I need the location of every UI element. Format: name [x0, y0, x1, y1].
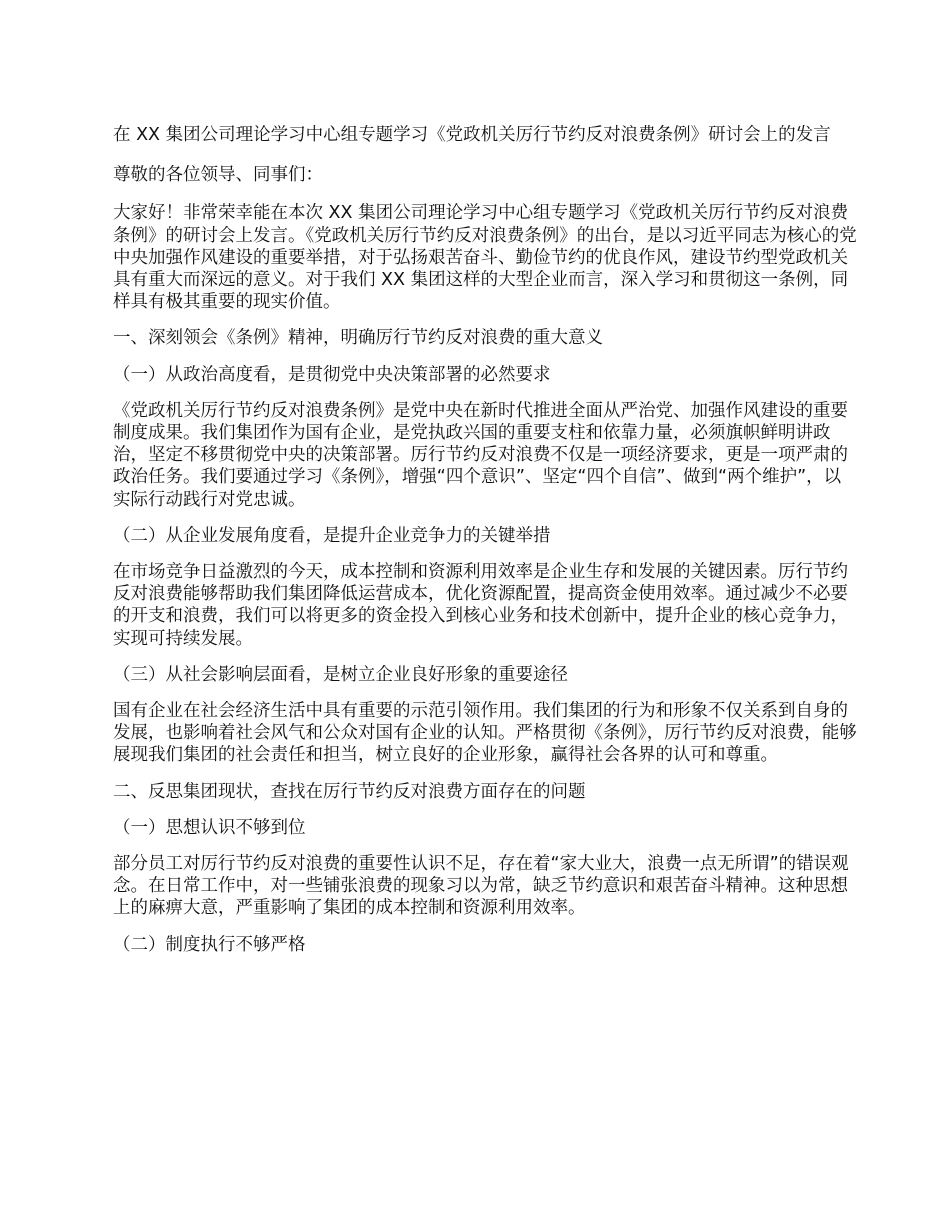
section-1-sub-3-paragraph: 国有企业在社会经济生活中具有重要的示范引领作用。我们集团的行为和形象不仅关系到自身的发展，也影响着社会风气和公众对国有企业的认知。严格贯彻《条例》，厉行节约反对浪费，能够展现我们集团的社会责任和担当，树立良好的企业形象，赢得社会各界的认可和尊重。: [113, 701, 857, 766]
section-2-sub-2-heading: （二）制度执行不够严格: [113, 934, 306, 955]
section-2-sub-1-heading: （一）思想认识不够到位: [113, 817, 306, 838]
greeting: 尊敬的各位领导、同事们：: [113, 165, 323, 186]
document-title: 在 XX 集团公司理论学习中心组专题学习《党政机关厉行节约反对浪费条例》研讨会上的发言: [113, 125, 831, 145]
section-1-sub-1-heading: （一）从政治高度看，是贯彻党中央决策部署的必然要求: [113, 364, 551, 385]
section-2-heading: 二、反思集团现状，查找在厉行节约反对浪费方面存在的问题: [113, 781, 586, 802]
intro-paragraph: 大家好！非常荣幸能在本次 XX 集团公司理论学习中心组专题学习《党政机关厉行节约反对浪费条例》的研讨会上发言。《党政机关厉行节约反对浪费条例》的出台，是以习近平同志为核心的党中央加强作风建设的重要举措，对于弘扬艰苦奋斗、勤俭节约的优良作风，建设节约型党政机关具有重大而深远的意义。对于我们 XX 集团这样的大型企业而言，深入学习和贯彻这一条例，同样具有极其重要的现实价值。: [113, 203, 857, 313]
section-2-sub-1-paragraph: 部分员工对厉行节约反对浪费的重要性认识不足，存在着“家大业大，浪费一点无所谓”的错误观念。在日常工作中，对一些铺张浪费的现象习以为常，缺乏节约意识和艰苦奋斗精神。这种思想上的麻痹大意，严重影响了集团的成本控制和资源利用效率。: [113, 854, 849, 919]
section-1-sub-1-paragraph: 《党政机关厉行节约反对浪费条例》是党中央在新时代推进全面从严治党、加强作风建设的重要制度成果。我们集团作为国有企业，是党执政兴国的重要支柱和依靠力量，必须旗帜鲜明讲政治，坚定不移贯彻党中央的决策部署。厉行节约反对浪费不仅是一项经济要求，更是一项严肃的政治任务。我们要通过学习《条例》，增强“四个意识”、坚定“四个自信”、做到“两个维护”，以实际行动践行对党忠诚。: [113, 400, 848, 510]
section-1-sub-2-paragraph: 在市场竞争日益激烈的今天，成本控制和资源利用效率是企业生存和发展的关键因素。厉行节约反对浪费能够帮助我们集团降低运营成本，优化资源配置，提高资金使用效率。通过减少不必要的开支和浪费，我们可以将更多的资金投入到核心业务和技术创新中，提升企业的核心竞争力，实现可持续发展。: [113, 562, 848, 649]
section-1-sub-3-heading: （三）从社会影响层面看，是树立企业良好形象的重要途径: [113, 664, 568, 685]
section-1-heading: 一、深刻领会《条例》精神，明确厉行节约反对浪费的重大意义: [113, 328, 603, 349]
section-1-sub-2-heading: （二）从企业发展角度看，是提升企业竞争力的关键举措: [113, 525, 551, 546]
document-body: [113, 124, 858, 970]
